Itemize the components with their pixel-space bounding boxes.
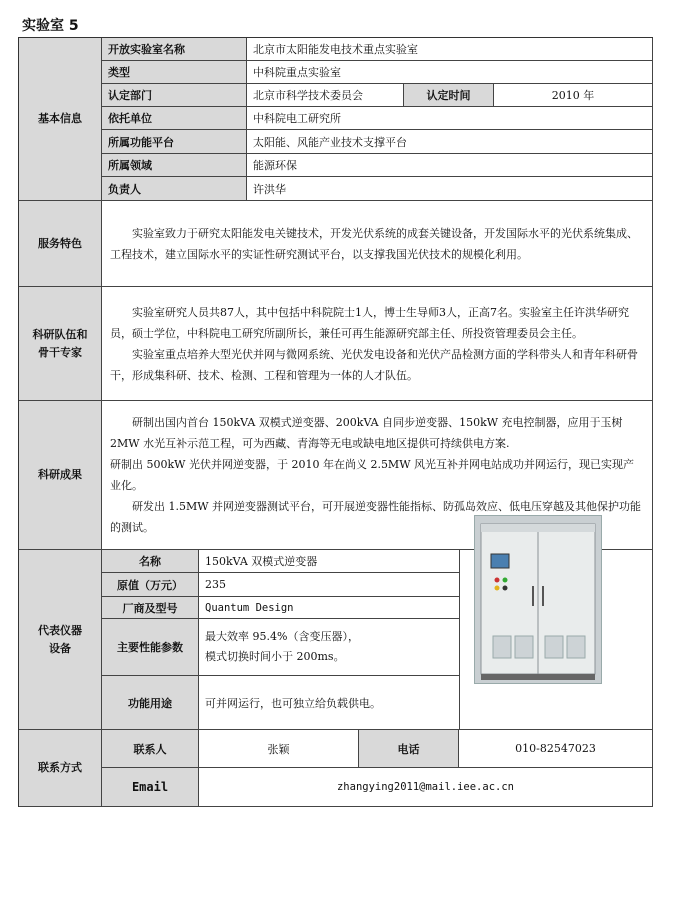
section-instrument-line2: 设备: [49, 641, 71, 655]
lab-name-value: 北京市太阳能发电技术重点实验室: [247, 38, 653, 61]
type-label: 类型: [102, 61, 247, 84]
page-title: 实验室 5: [22, 18, 79, 34]
contact-person-value: 张颖: [199, 730, 359, 768]
lab-name-label: 开放实验室名称: [102, 38, 247, 61]
inverter-cabinet-image: [474, 515, 602, 684]
instrument-perf-value: [199, 619, 460, 676]
instrument-perf-label: 主要性能参数: [102, 619, 199, 676]
platform-label: 所属功能平台: [102, 130, 247, 154]
section-team: [19, 287, 102, 401]
section-basic-info: 基本信息: [19, 38, 102, 201]
instrument-maker-label: 厂商及型号: [102, 597, 199, 619]
field-label: 所属领域: [102, 154, 247, 177]
team-paragraph-2: 实验室重点培养大型光伏并网与微网系统、光伏发电设备和光伏产品检测方面的学科带头人和青年科研骨干，形成集科研、技术、检测、工程和管理为一体的人才队伍。: [110, 347, 638, 382]
contact-email-value[interactable]: zhangying2011@mail.iee.ac.cn: [199, 768, 653, 807]
unit-label: 依托单位: [102, 107, 247, 130]
instrument-use-label: 功能用途: [102, 676, 199, 730]
instrument-price-label: 原值（万元）: [102, 573, 199, 597]
section-instrument: [19, 550, 102, 730]
section-results: 科研成果: [19, 401, 102, 550]
section-team-line1: 科研队伍和: [32, 327, 88, 341]
field-value: 能源环保: [247, 154, 653, 177]
team-paragraph-1: 实验室研究人员共87人，其中包括中科院院士1人，博士生导师3人，正高7名。实验室主任许洪华研究员，硕士学位，中科院电工研究所副所长，兼任可再生能源研究部主任、所投资管理委员会主任。: [110, 305, 629, 340]
inverter-cabinet-icon: [475, 516, 601, 683]
unit-value: 中科院电工研究所: [247, 107, 653, 130]
section-team-line2: 骨干专家: [38, 345, 82, 359]
service-text: 实验室致力于研究太阳能发电关键技术，开发光伏系统的成套关键设备，开发国际水平的光伏系统集成、工程技术，建立国际水平的实证性研究测试平台，以支撑我国光伏技术的规模化利用。: [110, 226, 638, 261]
team-text-box: [102, 287, 653, 401]
contact-person-label: 联系人: [102, 730, 199, 768]
dept-label: 认定部门: [102, 84, 247, 107]
instrument-name-value: 150kVA 双模式逆变器: [199, 550, 460, 573]
contact-phone-value: 010-82547023: [459, 730, 653, 768]
time-value: 2010 年: [494, 84, 653, 107]
dept-value: 北京市科学技术委员会: [247, 84, 404, 107]
time-label: 认定时间: [404, 84, 494, 107]
leader-label: 负责人: [102, 177, 247, 201]
service-text-box: [102, 201, 653, 287]
instrument-perf-line2: 模式切换时间小于 200ms。: [205, 650, 345, 663]
platform-value: 太阳能、风能产业技术支撑平台: [247, 130, 653, 154]
instrument-maker-value: Quantum Design: [199, 597, 460, 619]
contact-email-label: Email: [102, 768, 199, 807]
leader-value: 许洪华: [247, 177, 653, 201]
results-paragraph-1: 研制出国内首台 150kVA 双模式逆变器、200kVA 自同步逆变器、150kW 充电控制器，应用于玉树 2MW 水光互补示范工程，可为西藏、青海等无电或缺电地区提供可持续供电方案.: [110, 416, 623, 450]
section-instrument-line1: 代表仪器: [38, 623, 82, 637]
results-paragraph-3: 研发出 1.5MW 并网逆变器测试平台，可开展逆变器性能指标、防孤岛效应、低电压穿越及其他保护功能的测试。: [110, 500, 642, 534]
instrument-perf-line1: 最大效率 95.4%（含变压器），: [205, 630, 359, 643]
instrument-name-label: 名称: [102, 550, 199, 573]
section-contact: 联系方式: [19, 730, 102, 807]
instrument-use-value: 可并网运行，也可独立给负载供电。: [199, 676, 460, 730]
lab-info-table: [18, 37, 653, 807]
contact-phone-label: 电话: [359, 730, 459, 768]
section-service: 服务特色: [19, 201, 102, 287]
type-value: 中科院重点实验室: [247, 61, 653, 84]
results-paragraph-2: 研制出 500kW 光伏并网逆变器，于 2010 年在尚义 2.5MW 风光互补并网电站成功并网运行，现已实现产业化。: [110, 458, 635, 492]
instrument-price-value: 235: [199, 573, 460, 597]
